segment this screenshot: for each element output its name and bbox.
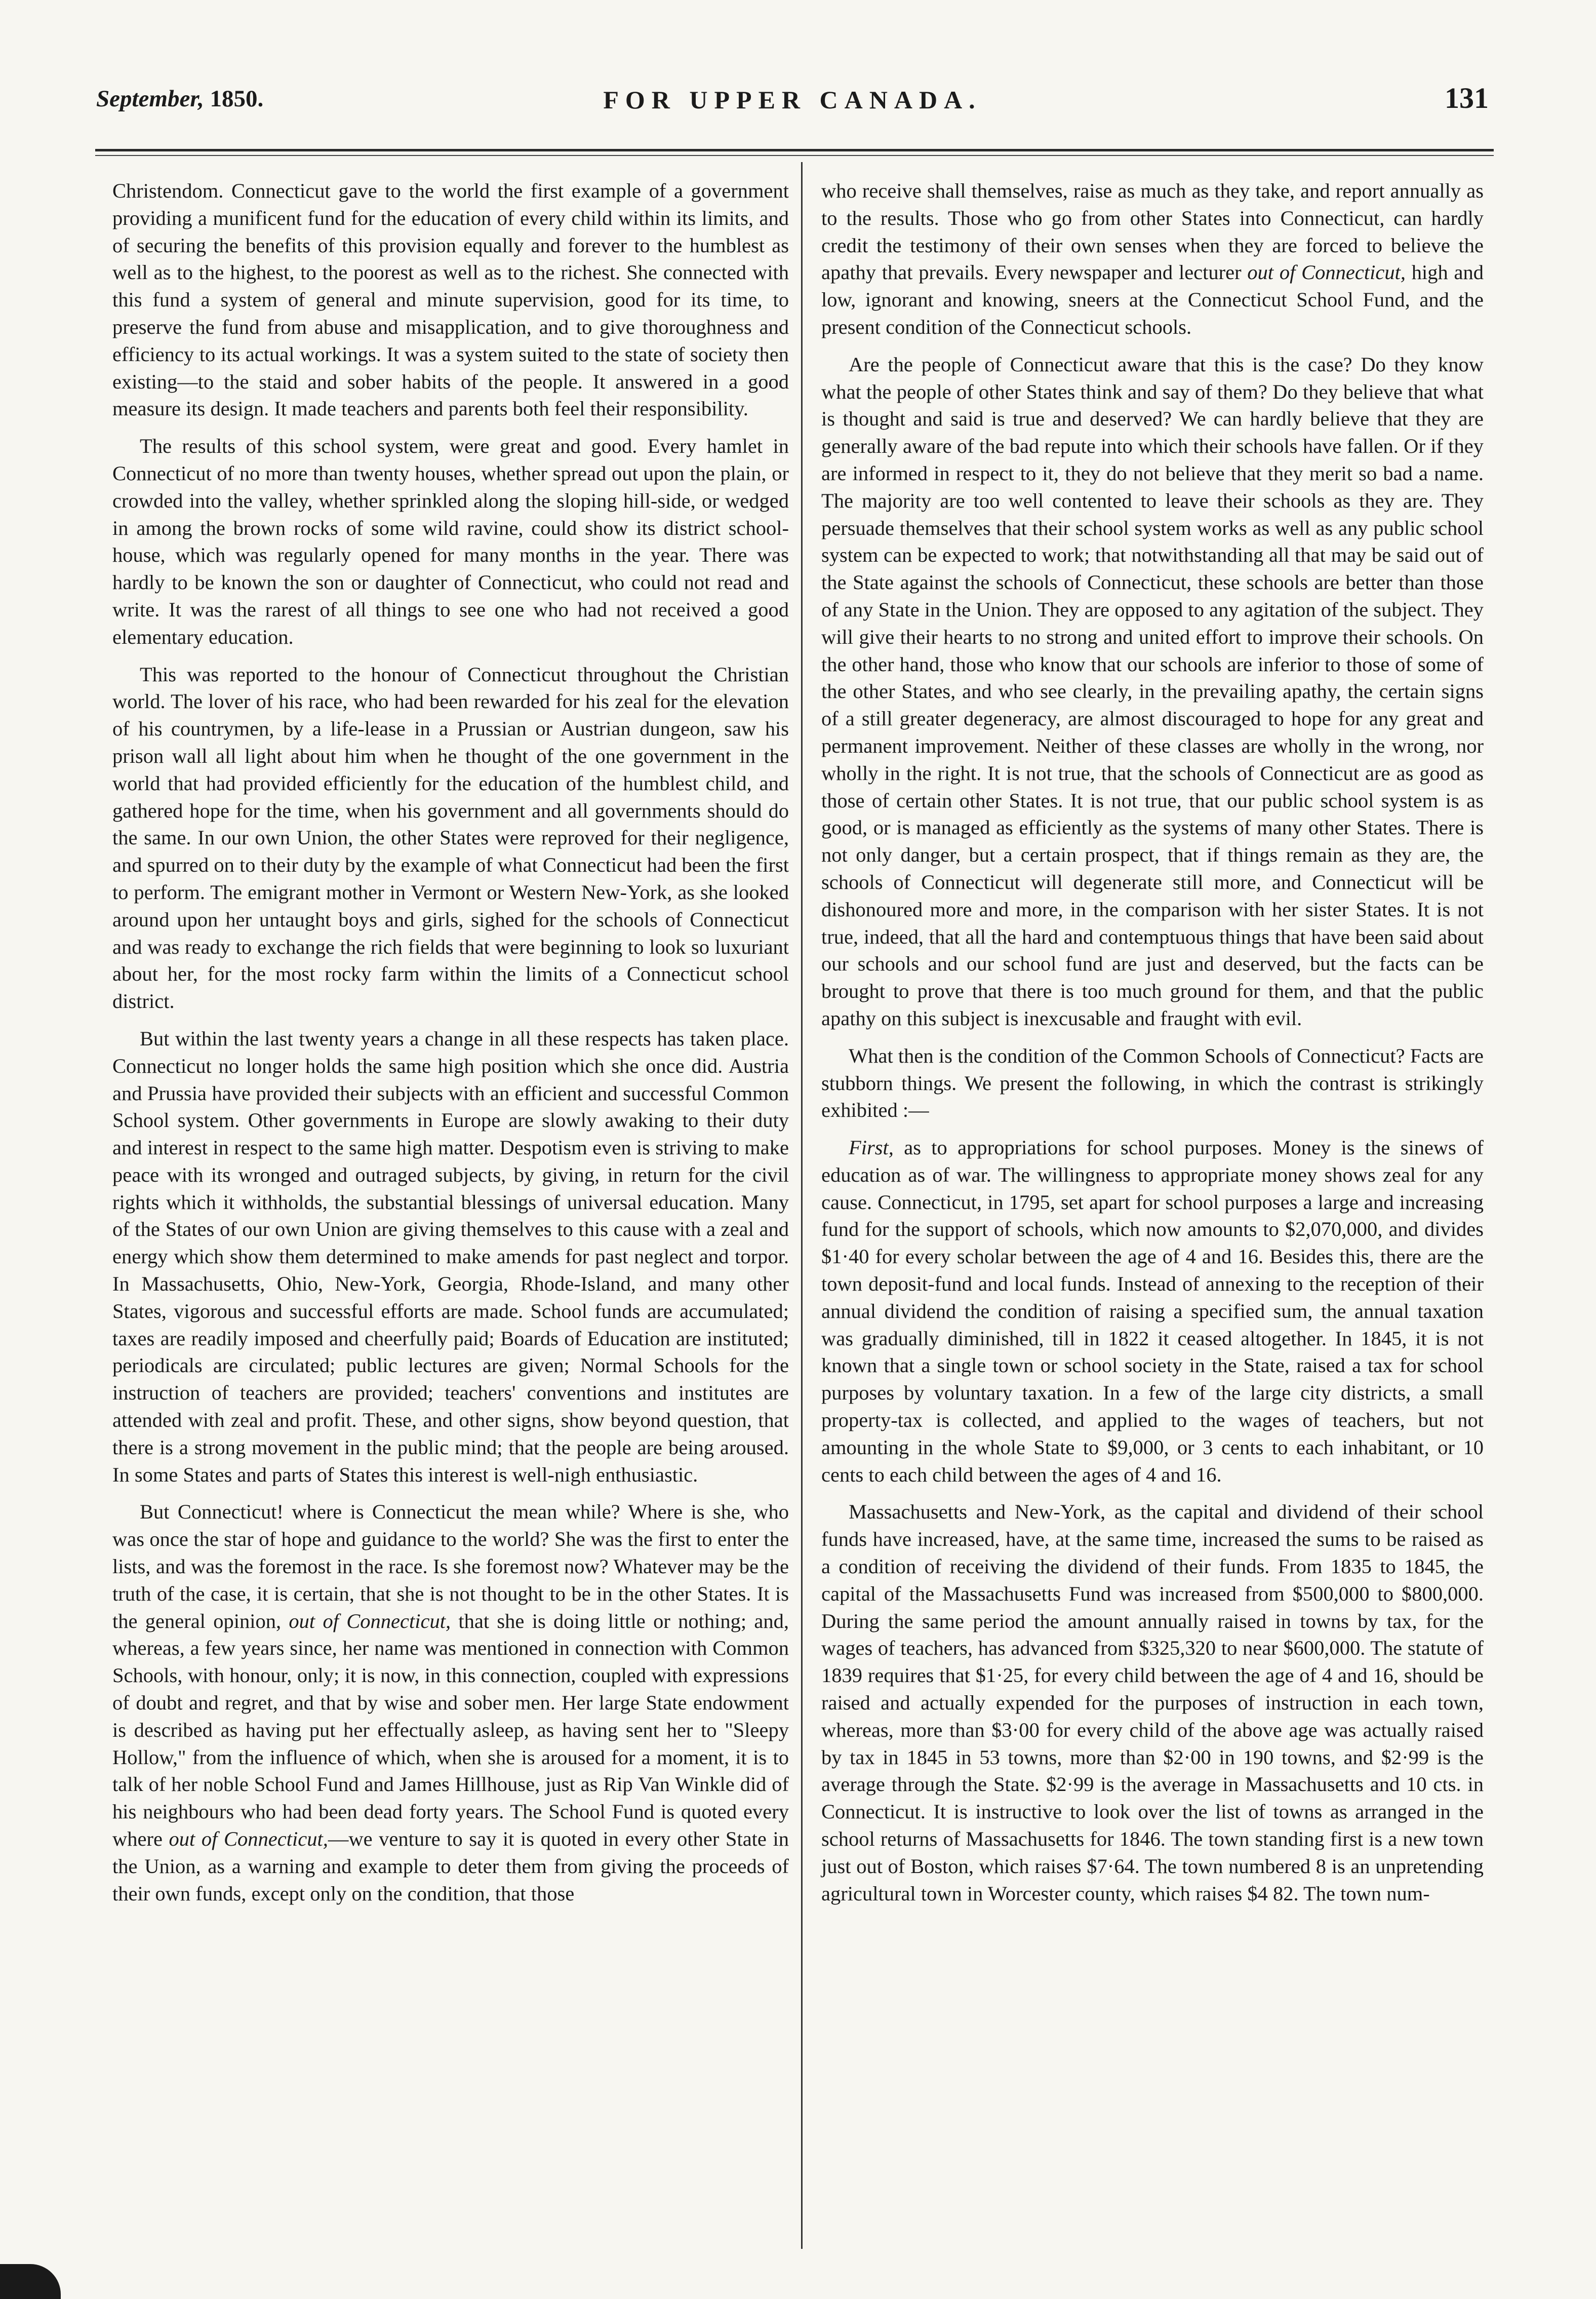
left-paragraph-3: This was reported to the honour of Connecticut throughout the Christian world. The lover of his race, who had been rewarded for his zeal for the elevation of his countrymen, by a life-lease in a Prussian or Austrian dungeon, saw his prison wall all light about him when he thought of the one government in the world that had provided efficiently for the education of the humblest child, and gathered hope for the time, when his government and all governments should do the same. In our own Union, the other States were reproved for their negligence, and spurred on to their duty by the example of what Connecticut had been the first to perform. The emigrant mother in Vermont or Western New-York, as she looked around upon her untaught boys and girls, sighed for the schools of Connecticut and was ready to exchange the rich fields that were beginning to look so luxuriant about her, for the most rocky farm within the limits of a Connecticut school district. <box>112 663 789 1013</box>
header-month: September, <box>96 86 204 112</box>
right-paragraph-5: Massachusetts and New-York, as the capital and dividend of their school funds have increased, have, at the same time, increased the sums to be raised as a condition of receiving the dividend of their funds. From 1835 to 1845, the capital of the Massachusetts Fund was increased from $500,000 to $800,000. During the same period the amount annually raised in towns by tax, for the wages of teachers, has advanced from $325,320 to near $600,000. The statute of 1839 requires that $1·25, for every child between the age of 4 and 16, should be raised and actually expended for the purposes of instruction in each town, whereas, more than $3·00 for every child of the above age was actually raised by tax in 1845 in 53 towns, more than $2·00 in 190 towns, and $2·99 is the average through the State. $2·99 is the average in Massachusetts and 10 cts. in Connecticut. It is instructive to look over the list of towns as arranged in the school returns of Massachusetts for 1846. The town standing first is a new town just out of Boston, which raises $7·64. The town numbered 8 is an unpretending agricultural town in Worcester county, which raises $4 82. The town num- <box>821 1500 1484 1905</box>
left-column <box>112 177 789 1917</box>
header-year: 1850. <box>210 86 264 112</box>
column-divider <box>801 162 803 2249</box>
running-header <box>96 82 1489 126</box>
header-title: FOR UPPER CANADA. <box>603 86 982 114</box>
right-paragraph-1 <box>821 177 1484 341</box>
left-paragraph-4: But within the last twenty years a change in all these respects has taken place. Connecticut no longer holds the same high position which she once did. Austria and Prussia have provided their subjects with an efficient and successful Common School system. Other governments in Europe are slowly awaking to their duty and interest in respect to the same high matter. Despotism even is striving to make peace with its wronged and outraged subjects, by giving, in return for the civil rights which it withholds, the substantial blessings of universal education. Many of the States of our own Union are giving themselves to this cause with a zeal and energy which show them determined to make amends for past neglect and torpor. In Massachusetts, Ohio, New-York, Georgia, Rhode-Island, and many other States, vigorous and successful efforts are made. School funds are accumulated; taxes are readily imposed and cheerfully paid; Boards of Education are instituted; periodicals are circulated; public lectures are given; Normal Schools for the instruction of teachers are provided; teachers' conventions and institutes are attended with zeal and profit. These, and other signs, show beyond question, that there is a strong movement in the public mind; that the people are being aroused. In some States and parts of States this interest is well-nigh enthusiastic. <box>112 1027 789 1486</box>
left-p5-emphasis-1: out of Connecticut, <box>289 1609 451 1632</box>
header-rule-thick <box>95 149 1494 151</box>
left-paragraph-2: The results of this school system, were great and good. Every hamlet in Connecticut of no more than twenty houses, whether spread out upon the plain, or crowded into the valley, whether sprinkled along the sloping hill-side, or wedged in among the brown rocks of some wild ravine, could show its district school-house, which was regularly opened for many months in the year. There was hardly to be known the son or daughter of Connecticut, who could not read and write. It was the rarest of all things to see one who had not received a good elementary education. <box>112 435 789 648</box>
page-edge-shadow <box>0 2264 61 2299</box>
right-column <box>821 177 1484 1917</box>
left-p5-emphasis-2: out of Connecticut, <box>169 1827 328 1851</box>
left-p5-part-c: —we venture to say it is quoted in every other State in the Union, as a warning and example to deter them from giving the proceeds of their own funds, except only on the condition, that those <box>112 1827 789 1905</box>
right-p1-part-a: who receive shall themselves, raise as much as they take, and report annually as to the results. Those who go from other States into Connecticut, can hardly credit the testimony of their own senses when they are forced to believe the apathy that prevails. Every newspaper and lecturer <box>821 179 1484 284</box>
left-p5-part-b: that she is doing little or nothing; and, whereas, a few years since, her name was mentioned in connection with Common Schools, with honour, only; it is now, in this connection, coupled with expressions of doubt and regret, and that by wise and sober men. Her large State endowment is described as having put her effectually asleep, as having sent her to "Sleepy Hollow," from the influence of which, when she is aroused for a moment, it is to talk of her noble School Fund and James Hillhouse, just as Rip Van Winkle did of his neighbours who had been dead forty years. The School Fund is quoted every where <box>112 1609 789 1851</box>
page-number: 131 <box>1445 82 1489 114</box>
left-paragraph-5 <box>112 1498 789 1907</box>
left-p5-part-a: But Connecticut! where is Connecticut the mean while? Where is she, who was once the star of hope and guidance to the world? She was the first to enter the lists, and was the foremost in the race. Is she foremost now? Whatever may be the truth of the case, it is certain, that she is not thought to be in the other States. It is the general opinion, <box>112 1500 789 1632</box>
header-rule-thin <box>95 155 1494 156</box>
right-paragraph-2: Are the people of Connecticut aware that this is the case? Do they know what the people of other States think and say of them? Do they believe that what is thought and said is true and deserved? We can hardly believe that they are generally aware of the bad repute into which their schools have fallen. Or if they are informed in respect to it, they do not believe that they merit so bad a name. The majority are too well contented to leave their schools as they are. They persuade themselves that their school system works as well as any public school system can be expected to work; that notwithstanding all that may be said out of the State against the schools of Connecticut, these schools are better than those of any State in the Union. They are opposed to any agitation of the subject. They will give their hearts to no strong and united effort to improve their schools. On the other hand, those who know that our schools are inferior to those of some of the other States, and who see clearly, in the prevailing apathy, the certain signs of a still greater degeneracy, are almost discouraged to hope for any great and permanent improvement. Neither of these classes are wholly in the wrong, nor wholly in the right. It is not true, that the schools of Connecticut are as good as those of certain other States. It is not true, that our public school system is as good, or is managed as efficiently as the systems of many other States. There is not only danger, but a certain prospect, that if things remain as they are, the schools of Connecticut will degenerate still more, and Connecticut will be dishonoured more and more, in the comparison with her sister States. It is not true, indeed, that all the hard and contemptuous things that have been said about our schools and our school fund are just and deserved, but the facts can be brought to prove that there is too much ground for them, and that the public apathy on this subject is inexcusable and fraught with evil. <box>821 353 1484 1030</box>
right-paragraph-3: What then is the condition of the Common Schools of Connecticut? Facts are stubborn things. We present the following, in which the contrast is strikingly exhibited :— <box>821 1044 1484 1122</box>
right-p4-emphasis: First, <box>849 1136 894 1159</box>
right-paragraph-4 <box>821 1134 1484 1488</box>
left-paragraph-1: Christendom. Connecticut gave to the world the first example of a government providing a munificent fund for the education of every child within its limits, and of securing the benefits of this provision equally and forever to the humblest as well as to the highest, to the poorest as well as to the richest. She connected with this fund a system of general and minute supervision, good for its time, to preserve the fund from abuse and misapplication, and to give thoroughness and efficiency to its actual workings. It was a system suited to the state of society then existing—to the staid and sober habits of the people. It answered in a good measure its design. It made teachers and parents both feel their responsibility. <box>112 179 789 420</box>
right-p1-part-b: high and low, ignorant and knowing, sneers at the Connecticut School Fund, and the present condition of the Connecticut schools. <box>821 261 1484 338</box>
right-p4-text: as to appropriations for school purposes. Money is the sinews of education as of war. The willingness to appropriate money shows zeal for any cause. Connecticut, in 1795, set apart for school purposes a large and increasing fund for the support of schools, which now amounts to $2,070,000, and divides $1·40 for every scholar between the age of 4 and 16. Besides this, there are the town deposit-fund and local funds. Instead of annexing to the reception of their annual dividend the condition of raising a specified sum, the annual taxation was gradually diminished, till in 1822 it ceased altogether. In 1845, it is not known that a single town or school society in the State, raised a tax for school purposes by voluntary taxation. In a few of the large city districts, a small property-tax is collected, and applied to the wages of teachers, but not amounting in the whole State to $9,000, or 3 cents to each inhabitant, or 10 cents to each child between the ages of 4 and 16. <box>821 1136 1484 1486</box>
right-p1-emphasis: out of Connecticut, <box>1247 261 1406 284</box>
